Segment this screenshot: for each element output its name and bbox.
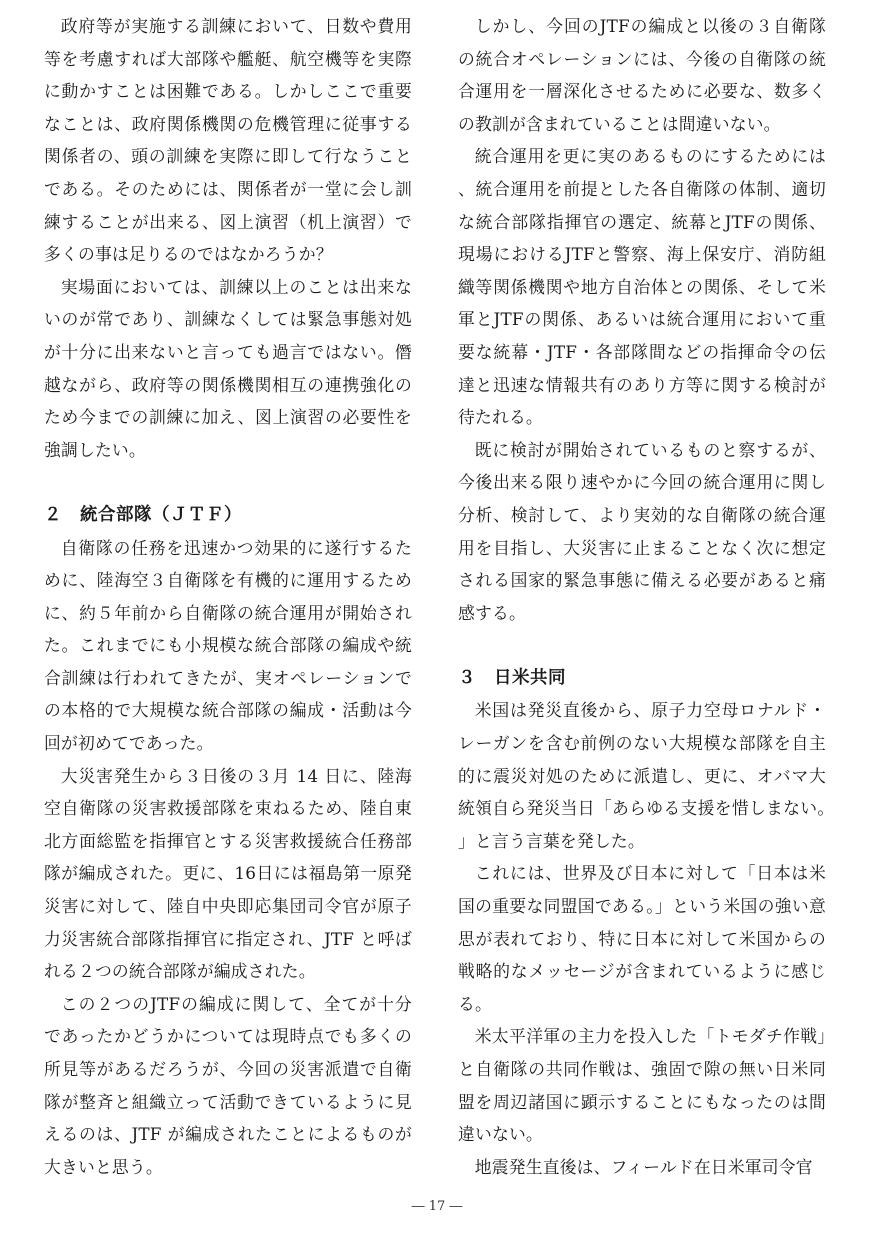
page-number: ― 17 ― (411, 1199, 463, 1214)
paragraph: 既に検討が開始されているものと察するが、今後出来る限り速やかに今回の統合運用に関し分析、検討して、より実効的な自衛隊の統合運用を目指し、大災害に止まることなく次に想定される国家的緊急事態に備える必要があると痛感する。 (458, 439, 826, 623)
right-column (458, 10, 826, 1183)
paragraph: 地震発生直後は、フィールド在日米軍司令官 (474, 1156, 813, 1177)
section-heading-jtf: ２ 統合部隊（ＪＴＦ） (44, 504, 242, 525)
section-heading-japan-us: ３ 日米共同 (458, 667, 566, 688)
paragraph: 実場面においては、訓練以上のことは出来ないのが常であり、訓練なくしては緊急事態対処が十分に出来ないと言っても過言ではない。僭越ながら、政府等の関係機関相互の連携強化のため今までの訓練に加え、図上演習の必要性を強調したい。 (44, 276, 412, 460)
paragraph: 米国は発災直後から、原子力空母ロナルド・レーガンを含む前例のない大規模な部隊を自主的に震災対処のために派遣し、更に、オバマ大統領自ら発災当日「あらゆる支援を惜しまない。」と言う言葉を発した。 (458, 700, 826, 851)
section-spacer (44, 466, 412, 499)
section-spacer (458, 629, 826, 662)
paragraph: 米太平洋軍の主力を投入した「トモダチ作戦」と自衛隊の共同作戦は、強固で隙の無い日米同盟を周辺諸国に顕示することにもなったのは間違いない。 (458, 1026, 826, 1145)
paragraph: 大災害発生から３日後の３月 14 日に、陸海空自衛隊の災害救援部隊を束ねるため、陸自東北方面総監を指揮官とする災害救援統合任務部隊が編成された。更に、16日には福島第一原発災害に対して、陸自中央即応集団司令官が原子力災害統合部隊指揮官に指定され、JTF と呼ばれる２つの統合部隊が編成された。 (44, 765, 412, 982)
paragraph: 自衛隊の任務を迅速かつ効果的に遂行するために、陸海空３自衛隊を有機的に運用するために、約５年前から自衛隊の統合運用が開始された。これまでにも小規模な統合部隊の編成や統合訓練は行われてきたが、実オペレーションでの本格的で大規模な統合部隊の編成・活動は今回が初めてであった。 (44, 537, 412, 754)
left-column (44, 10, 412, 1183)
paragraph: 政府等が実施する訓練において、日数や費用等を考慮すれば大部隊や艦艇、航空機等を実際に動かすことは困難である。しかしここで重要なことは、政府関係機関の危機管理に従事する関係者の、頭の訓練を実際に即して行なうことである。そのためには、関係者が一堂に会し訓練することが出来る、図上演習（机上演習）で多くの事は足りるのではなかろうか？ (44, 16, 412, 265)
paragraph: しかし、今回のJTFの編成と以後の３自衛隊の統合オペレーションには、今後の自衛隊の統合運用を一層深化させるために必要な、数多くの教訓が含まれていることは間違いない。 (458, 16, 826, 134)
paragraph: 統合運用を更に実のあるものにするためには、統合運用を前提とした各自衛隊の体制、適切な統合部隊指揮官の選定、統幕とJTFの関係、現場におけるJTFと警察、海上保安庁、消防組織等関係機関や地方自治体との関係、そして米軍とJTFの関係、あるいは統合運用において重要な統幕・JTF・各部隊間などの指揮命令の伝達と迅速な情報共有のあり方等に関する検討が待たれる。 (458, 146, 826, 428)
paragraph: これには、世界及び日本に対して「日本は米国の重要な同盟国である。」という米国の強い意思が表れており、特に日本に対して米国からの戦略的なメッセージが含まれているように感じる。 (458, 863, 826, 1014)
paragraph: この２つのJTFの編成に関して、全てが十分であったかどうかについては現時点でも多くの所見等があるだろうが、今回の災害派遣で自衛隊が整斉と組織立って活動できているように見えるのは、JTF が編成されたことによるものが大きいと思う。 (44, 993, 412, 1177)
